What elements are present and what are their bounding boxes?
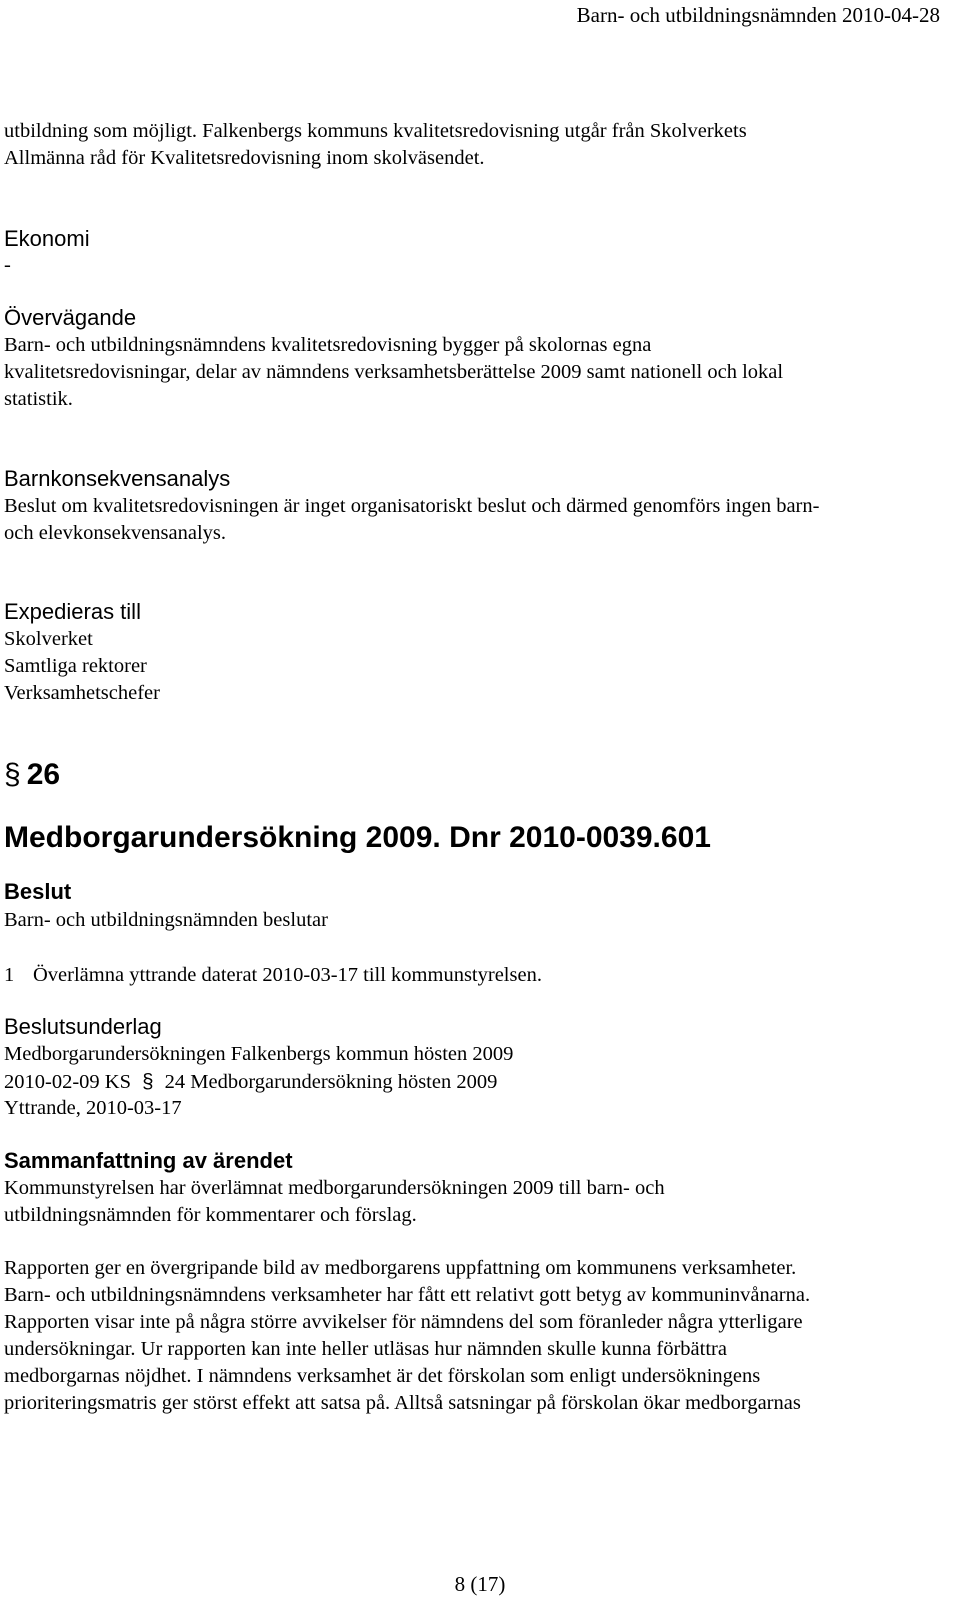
beslutsunderlag-line-3: Yttrande, 2010-03-17 bbox=[4, 1097, 182, 1119]
page-header: Barn- och utbildningsnämnden 2010-04-28 bbox=[576, 3, 940, 27]
barnkonsekvens-heading: Barnkonsekvensanalys bbox=[4, 466, 231, 491]
overvagande-heading: Övervägande bbox=[4, 305, 137, 330]
beslutsunderlag-heading: Beslutsunderlag bbox=[4, 1014, 162, 1039]
beslutsunderlag-line-1: Medborgarundersökningen Falkenbergs kommun hösten 2009 bbox=[4, 1043, 514, 1065]
sammanfattning-heading: Sammanfattning av ärendet bbox=[4, 1148, 293, 1173]
overvagande-line-1: Barn- och utbildningsnämndens kvalitetsredovisning bygger på skolornas egna bbox=[4, 334, 652, 356]
section-sign-icon: § bbox=[4, 758, 21, 791]
expedieras-item: Skolverket bbox=[4, 628, 93, 650]
page-number: 8 (17) bbox=[454, 1572, 506, 1596]
section-sign-icon: § bbox=[142, 1070, 154, 1093]
beslut-heading: Beslut bbox=[4, 879, 72, 904]
beslut-item-text: Överlämna yttrande daterat 2010-03-17 till kommunstyrelsen. bbox=[33, 964, 542, 986]
sammanfattning-p2-line: Rapporten ger en övergripande bild av medborgarens uppfattning om kommunens verksamheter. bbox=[4, 1257, 797, 1279]
ekonomi-text: - bbox=[4, 254, 11, 276]
intro-line-2: Allmänna råd för Kvalitetsredovisning inom skolväsendet. bbox=[4, 147, 485, 169]
expedieras-item: Verksamhetschefer bbox=[4, 682, 160, 704]
barnkonsekvens-line-1: Beslut om kvalitetsredovisningen är inget organisatoriskt beslut och därmed genomförs ingen barn- bbox=[4, 495, 820, 517]
sammanfattning-p2-line: Barn- och utbildningsnämndens verksamheter har fått ett relativt gott betyg av kommuninvånarna. bbox=[4, 1284, 811, 1306]
overvagande-line-3: statistik. bbox=[4, 388, 73, 410]
beslutsunderlag-line-2 bbox=[4, 1068, 497, 1096]
sammanfattning-p1-line: utbildningsnämnden för kommentarer och förslag. bbox=[4, 1204, 417, 1226]
sammanfattning-p2-line: Rapporten visar inte på några större avvikelser för nämndens del som föranleder några ytterligare bbox=[4, 1311, 803, 1333]
beslutsunderlag-item: 24 Medborgarundersökning hösten 2009 bbox=[164, 1071, 498, 1093]
paragraph-marker bbox=[4, 757, 60, 793]
paragraph-number: 26 bbox=[26, 758, 61, 791]
beslutsunderlag-date-ks: 2010-02-09 KS bbox=[4, 1071, 131, 1093]
beslut-item-number: 1 bbox=[4, 964, 15, 986]
expedieras-heading: Expedieras till bbox=[4, 599, 141, 624]
barnkonsekvens-line-2: och elevkonsekvensanalys. bbox=[4, 522, 227, 544]
sammanfattning-p2-line: undersökningar. Ur rapporten kan inte heller utläsas hur nämnden skulle kunna förbättra bbox=[4, 1338, 727, 1360]
sammanfattning-p2-line: prioriteringsmatris ger störst effekt att satsa på. Alltså satsningar på förskolan ökar medborgarnas bbox=[4, 1392, 801, 1414]
overvagande-line-2: kvalitetsredovisningar, delar av nämndens verksamhetsberättelse 2009 samt nationell och lokal bbox=[4, 361, 784, 383]
sammanfattning-p2-line: medborgarnas nöjdhet. I nämndens verksamhet är det förskolan som enligt undersökningens bbox=[4, 1365, 761, 1387]
intro-line-1: utbildning som möjligt. Falkenbergs kommuns kvalitetsredovisning utgår från Skolverkets bbox=[4, 120, 747, 142]
paragraph-title: Medborgarundersökning 2009. Dnr 2010-0039.601 bbox=[4, 821, 711, 854]
beslut-text: Barn- och utbildningsnämnden beslutar bbox=[4, 909, 328, 931]
ekonomi-heading: Ekonomi bbox=[4, 226, 90, 251]
sammanfattning-p1-line: Kommunstyrelsen har överlämnat medborgarundersökningen 2009 till barn- och bbox=[4, 1177, 665, 1199]
expedieras-item: Samtliga rektorer bbox=[4, 655, 147, 677]
